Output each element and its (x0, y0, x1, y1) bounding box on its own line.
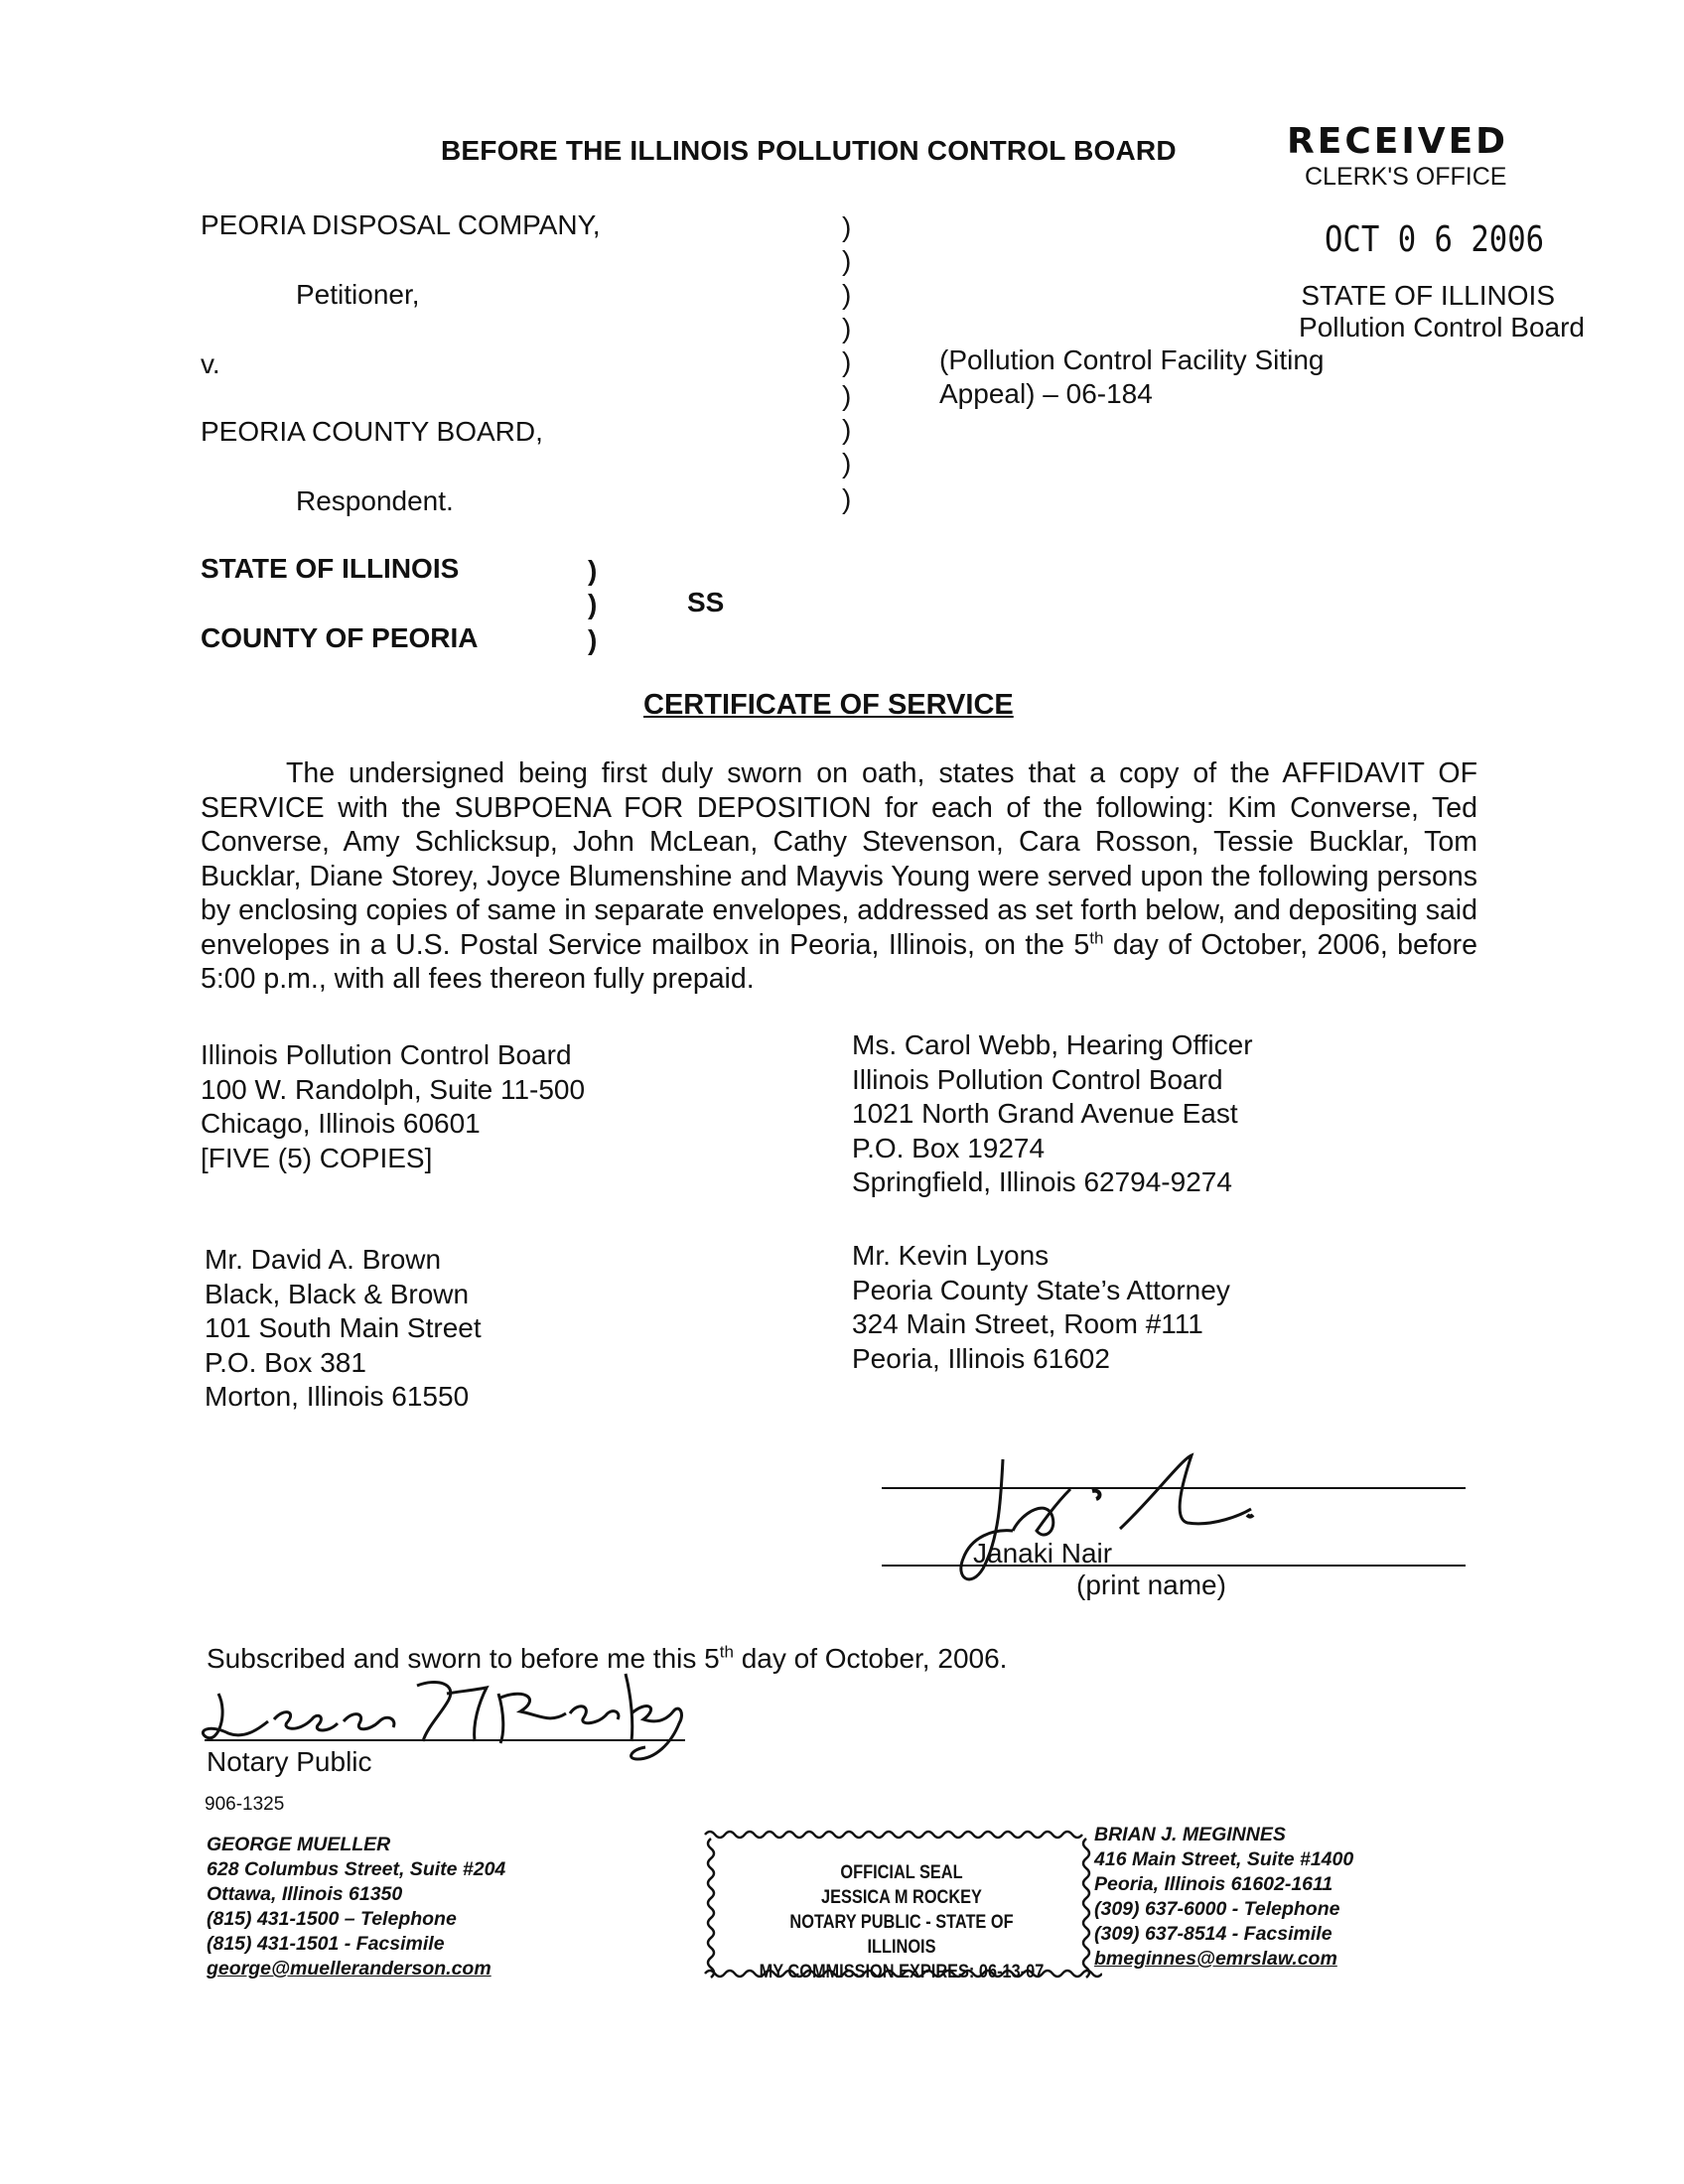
clerks-office-label: CLERK'S OFFICE (1305, 163, 1507, 191)
signature-line (882, 1487, 1466, 1489)
received-date: OCT 0 6 2006 (1325, 219, 1545, 260)
venue-ss: SS (687, 587, 725, 617)
printed-name-line (882, 1565, 1466, 1567)
case-description-line1: (Pollution Control Facility Siting (939, 344, 1325, 375)
print-name-label: (print name) (1076, 1570, 1226, 1600)
venue-paren: ) (588, 624, 598, 655)
body-text-end: day of October, 2006, before 5:00 p.m., with all fees thereon fully prepaid. (201, 928, 1477, 995)
versus: v. (201, 348, 220, 379)
caption-paren: ) (842, 483, 852, 514)
received-stamp: RECEIVED (1287, 121, 1509, 162)
caption-paren: ) (842, 279, 852, 310)
caption-paren: ) (842, 380, 852, 411)
notary-seal-text: OFFICIAL SEAL JESSICA M ROCKEY NOTARY PUBLIC - STATE OF ILLINOIS MY COMMISSION EXPIRES: 06-13-07 (759, 1862, 1045, 1982)
notary-signature-line (205, 1739, 685, 1741)
body-ordinal-suffix: th (1089, 928, 1104, 947)
document-heading: BEFORE THE ILLINOIS POLLUTION CONTROL BOARD (441, 135, 1177, 166)
footer-left-name: GEORGE MUELLER (207, 1834, 391, 1855)
certificate-title: CERTIFICATE OF SERVICE (643, 689, 1014, 721)
footer-right-contact: 416 Main Street, Suite #1400 Peoria, Illinois 61602-1611 (309) 637-6000 - Telephone (309) 637-8514 - Facsimile (1094, 1848, 1354, 1945)
body-text: The undersigned being first duly sworn on oath, states that a copy of the AFFIDAVIT OF SERVICE with the SUBPOENA FOR DEPOSITION for each of the following: Kim Converse, Ted Converse, Amy Schlicksup, John McLean, Cathy Stevenson, Cara Rosson, Tessie Bucklar, Tom Bucklar, Diane Storey, Joyce Blumenshine and Mayvis Young were served upon the following persons by enclosing copies of same in separate envelopes, addressed as set forth below, and depositing said envelopes in a U.S. Postal Service mailbox in Peoria, Illinois, on the 5 (201, 757, 1477, 961)
stamp-state: STATE OF ILLINOIS (1301, 280, 1555, 311)
address-lyons: Mr. Kevin Lyons Peoria County State’s Attorney 324 Main Street, Room #111 Peoria, Illinois 61602 (852, 1240, 1230, 1374)
jurat-ordinal-suffix: th (719, 1642, 734, 1662)
venue-state: STATE OF ILLINOIS (201, 553, 460, 584)
case-description-line2: Appeal) – 06-184 (939, 378, 1153, 409)
footer-left-contact: 628 Columbus Street, Suite #204 Ottawa, Illinois 61350 (815) 431-1500 – Telephone (815) 431-1501 - Facsimile (207, 1858, 506, 1955)
caption-paren: ) (842, 346, 852, 377)
venue-paren: ) (588, 589, 598, 619)
respondent-name: PEORIA COUNTY BOARD, (201, 416, 543, 447)
caption-paren: ) (842, 448, 852, 478)
address-hearing-officer: Ms. Carol Webb, Hearing Officer Illinois Pollution Control Board 1021 North Grand Avenue East P.O. Box 19274 Springfield, Illinois 62794-9274 (852, 1029, 1253, 1197)
petitioner-role: Petitioner, (296, 279, 420, 310)
stamp-board: Pollution Control Board (1299, 312, 1585, 342)
jurat-text-end: day of October, 2006. (733, 1643, 1008, 1674)
footer-right-name: BRIAN J. MEGINNES (1094, 1824, 1286, 1845)
footer-right-email[interactable]: bmeginnes@emrslaw.com (1094, 1948, 1337, 1970)
affiant-printed-name: Janaki Nair (973, 1538, 1113, 1569)
venue-county: COUNTY OF PEORIA (201, 622, 479, 653)
petitioner-name: PEORIA DISPOSAL COMPANY, (201, 209, 601, 240)
caption-paren: ) (842, 211, 852, 242)
address-ipcb-chicago: Illinois Pollution Control Board 100 W. Randolph, Suite 11-500 Chicago, Illinois 60601 [FIVE (5) COPIES] (201, 1039, 586, 1173)
jurat-text: Subscribed and sworn to before me this 5 (207, 1643, 720, 1674)
caption-paren: ) (842, 313, 852, 343)
document-code: 906-1325 (205, 1794, 285, 1815)
address-brown: Mr. David A. Brown Black, Black & Brown 101 South Main Street P.O. Box 381 Morton, Illinois 61550 (205, 1244, 482, 1412)
venue-paren: ) (588, 555, 598, 586)
footer-left-email[interactable]: george@muelleranderson.com (207, 1958, 491, 1979)
caption-paren: ) (842, 414, 852, 445)
respondent-role: Respondent. (296, 485, 454, 516)
certificate-body (201, 756, 1477, 997)
caption-paren: ) (842, 245, 852, 276)
notary-public-label: Notary Public (207, 1746, 372, 1777)
